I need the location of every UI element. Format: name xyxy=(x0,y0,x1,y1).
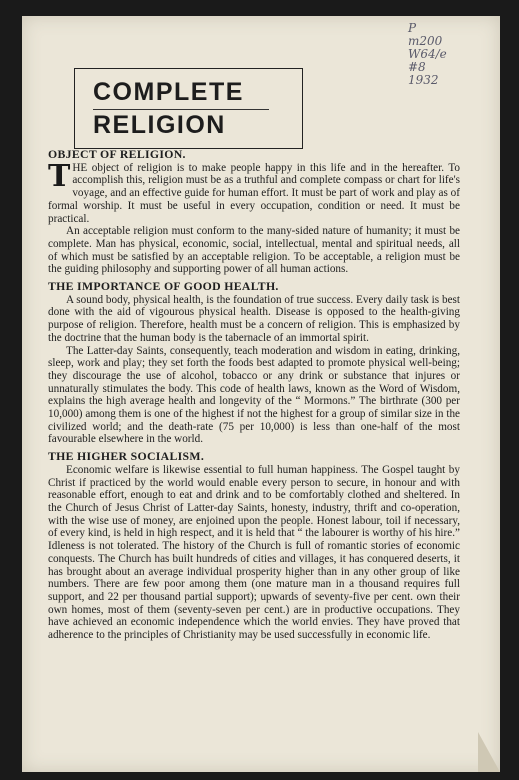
catalog-note-line: W64/e xyxy=(408,47,447,61)
catalog-note xyxy=(408,22,488,87)
catalog-note-line: m200 xyxy=(408,34,443,48)
catalog-note-line: P xyxy=(408,21,417,35)
title-line-1: COMPLETE xyxy=(93,78,244,106)
catalog-note-line: 1932 xyxy=(408,73,439,87)
drop-cap: T xyxy=(48,158,71,194)
paragraph: A sound body, physical health, is the foundation of true success. Every daily task is best done with the aid of vigourous physical health. Disease is opposed to the health-giving purpose of religion. Therefore, health must be a concern of religion. This is emphasized by the doctrine that the human body is the tabernacle of an immortal spirit. xyxy=(48,293,460,344)
section-heading-object: OBJECT OF RELIGION. xyxy=(48,147,186,161)
folded-corner xyxy=(478,732,500,772)
paragraph-text: HE object of religion is to make people happy in this life and in the hereafter. To accomplish this, religion must be as a truthful and complete compass or chart for life's voyage, and an effective guide for human effort. It must be part of work and play as of formal worship. It must be useful in every occupation, condition or need. It must be practical. xyxy=(48,161,460,225)
title-line-2: RELIGION xyxy=(93,111,226,139)
body-text xyxy=(48,148,460,642)
title-box xyxy=(74,68,303,149)
paragraph xyxy=(48,158,460,226)
paragraph: The Latter-day Saints, consequently, teach moderation and wisdom in eating, drinking, sleep, work and play; they set forth the foods best adapted to promote physical well-being; they discourage the use of alcohol, tobacco or any drink or substance that injures or unnaturally stimulates the body. This code of health laws, known as the Word of Wisdom, explains the high average health and longevity of the “ Mormons.” The birthrate (300 per 10,000) among them is one of the highest if not the highest for a group of similar size in the civilized world; and the death-rate (75 per 10,000) is less than one-half of the most favourable elsewhere in the world. xyxy=(48,344,460,446)
paragraph: Economic welfare is likewise essential to full human happiness. The Gospel taught by Christ if practiced by the world would enable every person to secure, in honour and with reasonable effort, enough to eat and drink and to be comfortably clothed and sheltered. In the Church of Jesus Christ of Latter-day Saints, honesty, industry, thrift and co-operation, with the wise use of money, are enjoined upon the people. Honest labour, toil if necessary, of every kind, is held in high respect, and it is held that “ the labourer is worthy of his hire.” Idleness is not tolerated. The history of the Church is full of romantic stories of economic conquests. The Church has built hundreds of cities and villages, it has conquered deserts, it has brought about an average individual prosperity higher than in any other group of like numbers. There are few poor among them (one mature man in a thousand requires full support, and 22 per thousand partial support); upwards of seventy-five per cent. own their own homes, most of them (seventy-seven per cent.) are in productive occupations. They have achieved an economic independence which the world envies. They have proved that adherence to the principles of Christianity may be used successfully in economic life. xyxy=(48,463,460,642)
catalog-note-line: #8 xyxy=(408,60,426,74)
section-heading-socialism: THE HIGHER SOCIALISM. xyxy=(48,449,205,464)
section-heading-health: THE IMPORTANCE OF GOOD HEALTH. xyxy=(48,279,279,294)
title-divider xyxy=(93,109,269,110)
paragraph: An acceptable religion must conform to the many-sided nature of humanity; it must be complete. Man has physical, economic, social, intellectual, mental and spiritual needs, all of which must be satisfied by an acceptable religion. To be acceptable, a religion must be the guiding philosophy and supporting power of all human actions. xyxy=(48,225,460,276)
